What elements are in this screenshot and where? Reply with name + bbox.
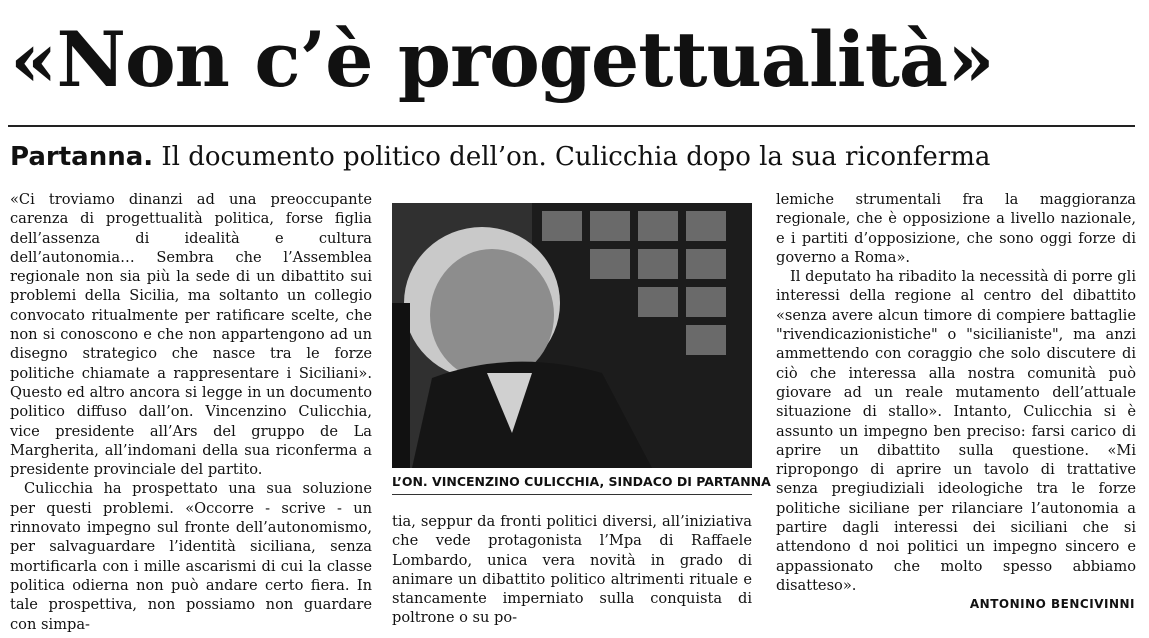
article-column-1 xyxy=(10,190,372,634)
caption-divider xyxy=(392,494,752,495)
headline: «Non c’è progettualità» xyxy=(10,15,994,104)
kicker-location: Partanna. xyxy=(10,142,154,172)
paragraph: «Ci troviamo dinanzi ad una preoccupante carenza di progettualità politica, forse figlia dell’assenza di idealità e cultura dell’autonomia… Sembra che l’Assemblea regionale non sia più la sede di un dibattito sui problemi della Sicilia, ma soltanto un collegio convocato ritualmente per ratificare scelte, che non si conoscono e che non appartengono ad un disegno strategico che nasce tra le forze politiche chiamate a rappresentare i Siciliani». Questo ed altro ancora si legge in un documento politico diffuso dall’on. Vincenzino Culicchia, vice presidente all’Ars del gruppo de La Margherita, all’indomani della sua riconferma a presidente provinciale del partito. xyxy=(10,191,372,479)
paragraph: lemiche strumentali fra la maggioranza regionale, che è opposizione a livello nazionale, e i partiti d’opposizione, che sono oggi forze di governo a Roma». xyxy=(776,191,1136,266)
subheadline-text: Il documento politico dell’on. Culicchia dopo la sua riconferma xyxy=(161,142,991,172)
article-column-2 xyxy=(392,512,752,628)
paragraph: Il deputato ha ribadito la necessità di porre gli interessi della regione al centro del dibattito «senza avere alcun timore di compiere battaglie "rivendicazionistiche" o "sicilianiste", ma anzi ammettendo con coraggio che solo discutere di ciò che interessa alla nostra comunità può giovare ad un reale mutamento dell’attuale situazione di stallo». Intanto, Culicchia si è assunto un impegno ben preciso: farsi carico di aprire un dibattito sulla questione. «Mi ripropongo di aprire un tavolo di trattative senza pregiudiziali ideologiche tra le forze politiche siciliane per rilanciare l’autonomia a partire dagli interessi dei siciliani che si attendono d noi politici un impegno sincero e appassionato che molto spesso abbiamo disatteso». xyxy=(776,268,1136,594)
headline-divider xyxy=(8,125,1135,127)
subheadline xyxy=(10,137,1145,177)
paragraph: Culicchia ha prospettato una sua soluzione per questi problemi. «Occorre - scrive - un rinnovato impegno sul fronte dell’autonomismo, per salvaguardare l’identità siciliana, senza mortificarla con i mille ascarismi di cui la classe politica odierna non può andare certo fiera. In tale prospettiva, non possiamo non guardare con simpa- xyxy=(10,480,372,633)
article-column-3 xyxy=(776,190,1136,595)
photo-caption: L’ON. VINCENZINO CULICCHIA, SINDACO DI PARTANNA xyxy=(392,474,771,489)
portrait-photo xyxy=(392,203,752,468)
author-byline: ANTONINO BENCIVINNI xyxy=(969,597,1135,611)
paragraph: tia, seppur da fronti politici diversi, all’iniziativa che vede protagonista l’Mpa di Raffaele Lombardo, unica vera novità in grado di animare un dibattito politico altrimenti rituale e stancamente imperniato sulla conquista di poltrone o su po- xyxy=(392,513,752,627)
